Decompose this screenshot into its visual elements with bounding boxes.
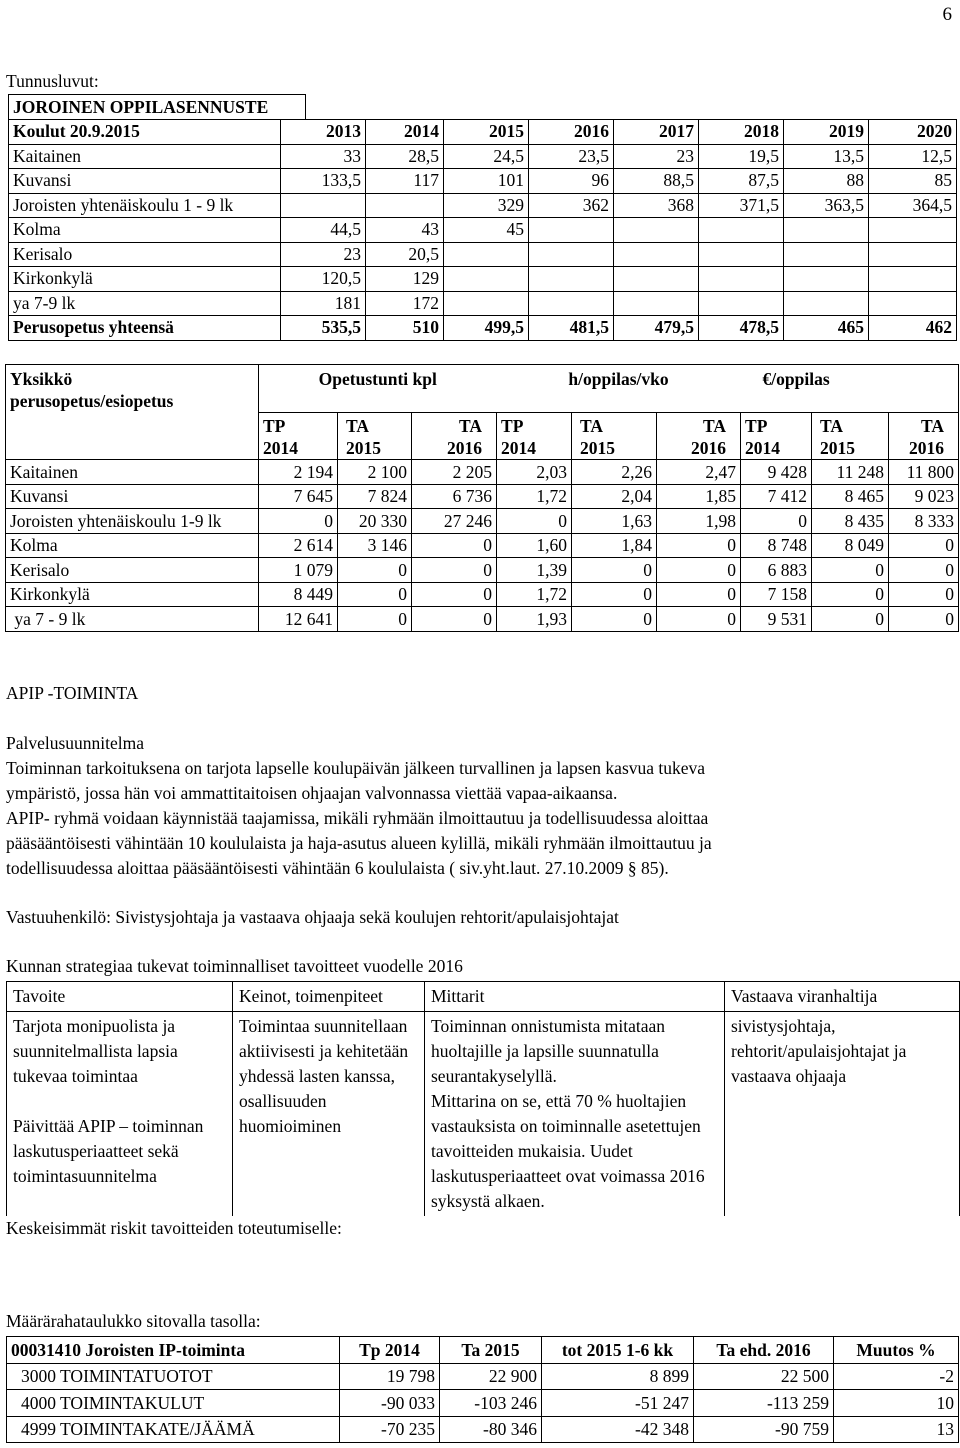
units-subheader-cell (572, 413, 657, 460)
total-cell: 465 (784, 316, 869, 341)
table-row (9, 169, 957, 194)
forecast-header-row (9, 120, 957, 145)
table-cell: 0 (338, 582, 412, 607)
subheader-year: 2015 (820, 438, 856, 458)
group-h-oppilas: h/oppilas/vko (497, 365, 741, 413)
table-cell: 1,60 (497, 533, 572, 558)
table-cell (869, 242, 957, 267)
table-cell: 13,5 (784, 144, 869, 169)
table-cell (366, 193, 444, 218)
table-cell: 2,47 (657, 460, 741, 485)
table-cell: 23 (614, 144, 699, 169)
row-label: ya 7-9 lk (9, 291, 281, 316)
table-cell: 6 883 (741, 558, 812, 583)
table-cell: -2 (834, 1363, 959, 1390)
group-opetustunti: Opetustunti kpl (259, 365, 497, 413)
subheader-type: TA (580, 416, 604, 436)
subheader-type: TP (263, 416, 286, 436)
row-label: Kirkonkylä (9, 267, 281, 292)
subheader-type: TA (703, 416, 727, 436)
budget-header-cell: Ta 2015 (440, 1337, 542, 1364)
page-heading: Tunnusluvut: (6, 71, 99, 91)
table-cell: 23,5 (529, 144, 614, 169)
table-cell: 87,5 (699, 169, 784, 194)
table-cell: 85 (869, 169, 957, 194)
subheader-year: 2014 (263, 438, 298, 458)
table-cell (444, 242, 529, 267)
table-cell: 1,93 (497, 607, 572, 632)
unit-col-header (6, 365, 259, 460)
row-label: Kaitainen (9, 144, 281, 169)
units-subheader-cell (338, 413, 412, 460)
table-cell: 0 (889, 558, 959, 583)
table-cell: 43 (366, 218, 444, 243)
table-cell: 0 (497, 509, 572, 534)
table-row (6, 484, 959, 509)
table-cell: 172 (366, 291, 444, 316)
responsible-text: Vastuuhenkilö: Sivistysjohtaja ja vastaava ohjaaja sekä koulujen rehtorit/apulaisjohtajat (6, 907, 619, 927)
units-subheader-cell (741, 413, 812, 460)
table-cell (444, 291, 529, 316)
unit-label-2: perusopetus/esiopetus (10, 391, 174, 411)
table-cell: 0 (741, 509, 812, 534)
table-cell: 19 798 (340, 1363, 440, 1390)
goal-1: Tarjota monipuolista ja suunnitelmallista lapsia tukevaa toimintaa (13, 1016, 178, 1086)
table-cell (784, 242, 869, 267)
table-cell: 0 (412, 558, 497, 583)
total-cell: 499,5 (444, 316, 529, 341)
table-cell (614, 218, 699, 243)
goals-section (6, 981, 960, 1241)
total-cell: 535,5 (281, 316, 366, 341)
table-cell: -70 235 (340, 1416, 440, 1443)
units-section (5, 364, 959, 632)
table-cell (444, 267, 529, 292)
table-cell (614, 267, 699, 292)
table-cell: 0 (812, 607, 889, 632)
table-cell: 9 428 (741, 460, 812, 485)
table-cell: 2,26 (572, 460, 657, 485)
table-cell: 24,5 (444, 144, 529, 169)
table-cell: 33 (281, 144, 366, 169)
table-cell: 88,5 (614, 169, 699, 194)
table-cell: 7 412 (741, 484, 812, 509)
subheader-year: 2016 (909, 438, 945, 458)
table-cell: -80 346 (440, 1416, 542, 1443)
row-label: 3000 TOIMINTATUOTOT (7, 1363, 340, 1390)
table-cell: 2 205 (412, 460, 497, 485)
subheader-type: TA (459, 416, 483, 436)
table-cell: 0 (338, 558, 412, 583)
table-cell: 362 (529, 193, 614, 218)
total-cell: 462 (869, 316, 957, 341)
table-row (6, 533, 959, 558)
table-cell: 368 (614, 193, 699, 218)
subheader-type: TA (346, 416, 370, 436)
budget-header-cell: tot 2015 1-6 kk (542, 1337, 694, 1364)
apip-text-line: pääsääntöisesti vähintään 10 koululaista ja haja-asutus alueen kylillä, mikäli ryhmään ilmoittautuu ja (6, 833, 712, 853)
table-cell: 0 (812, 558, 889, 583)
table-cell: 1,72 (497, 582, 572, 607)
subheader-type: TP (745, 416, 768, 436)
apip-title: APIP -TOIMINTA (6, 683, 139, 703)
table-cell: 0 (657, 558, 741, 583)
table-cell: 8 748 (741, 533, 812, 558)
table-row (6, 509, 959, 534)
table-cell: 329 (444, 193, 529, 218)
table-cell: 0 (259, 509, 338, 534)
forecast-header-cell: 2014 (366, 120, 444, 145)
apip-text (6, 731, 956, 881)
table-cell: 0 (657, 533, 741, 558)
strategy-title: Kunnan strategiaa tukevat toiminnalliset tavoitteet vuodelle 2016 (6, 956, 463, 976)
units-subheader-cell (889, 413, 959, 460)
table-cell (869, 267, 957, 292)
table-cell: 2 194 (259, 460, 338, 485)
table-cell (784, 218, 869, 243)
table-row (9, 218, 957, 243)
page-number: 6 (942, 4, 952, 25)
table-cell: 7 645 (259, 484, 338, 509)
subheader-year: 2015 (346, 438, 381, 458)
table-cell: 129 (366, 267, 444, 292)
group-eur-oppilas: €/oppilas (741, 365, 959, 413)
table-cell: 0 (572, 582, 657, 607)
table-cell: 0 (338, 607, 412, 632)
table-cell: 9 531 (741, 607, 812, 632)
table-cell: 9 023 (889, 484, 959, 509)
total-cell: 510 (366, 316, 444, 341)
table-cell: 20 330 (338, 509, 412, 534)
total-cell: 479,5 (614, 316, 699, 341)
table-cell: 13 (834, 1416, 959, 1443)
table-cell: 20,5 (366, 242, 444, 267)
table-cell: 11 248 (812, 460, 889, 485)
table-cell (869, 291, 957, 316)
row-label: Kerisalo (9, 242, 281, 267)
apip-text-line: Toiminnan tarkoituksena on tarjota lapselle koulupäivän jälkeen turvallinen ja lapsen kasvua tukeva (6, 758, 706, 778)
table-cell: 8 049 (812, 533, 889, 558)
table-cell (784, 291, 869, 316)
table-cell: 0 (889, 582, 959, 607)
apip-text-line: ympäristö, jossa hän voi ammattitaitoisen ohjaajan valvonnassa viettää vapaa-aikaansa. (6, 783, 618, 803)
table-row (9, 193, 957, 218)
table-row (9, 144, 957, 169)
forecast-header-cell: 2015 (444, 120, 529, 145)
goals-cell-tavoite (7, 1012, 233, 1217)
forecast-header-cell: 2017 (614, 120, 699, 145)
table-row (6, 460, 959, 485)
risks-text: Keskeisimmät riskit tavoitteiden toteutumiselle: (6, 1218, 342, 1238)
row-label: Kirkonkylä (6, 582, 259, 607)
apip-section (6, 681, 956, 979)
table-cell: 8 449 (259, 582, 338, 607)
mittari-1: Toiminnan onnistumista mitataan huoltajille ja lapsille suunnatulla seurantakyselyllä. (431, 1016, 666, 1086)
apip-text-line: todellisuudessa aloittaa pääsääntöisesti vähintään 6 koululaista ( siv.yht.laut. 27.10.2009 § 85). (6, 858, 669, 878)
table-cell (529, 267, 614, 292)
goals-header-keinot: Keinot, toimenpiteet (233, 982, 425, 1012)
table-cell: 101 (444, 169, 529, 194)
table-cell: 27 246 (412, 509, 497, 534)
table-row (7, 1363, 959, 1390)
table-cell: 0 (889, 607, 959, 632)
budget-header-cell: Ta ehd. 2016 (694, 1337, 834, 1364)
table-cell: 8 465 (812, 484, 889, 509)
table-cell: 23 (281, 242, 366, 267)
budget-header-cell: 00031410 Joroisten IP-toiminta (7, 1337, 340, 1364)
forecast-header-cell: 2016 (529, 120, 614, 145)
table-cell: 181 (281, 291, 366, 316)
table-cell (529, 218, 614, 243)
table-cell: 3 146 (338, 533, 412, 558)
table-cell: 1 079 (259, 558, 338, 583)
table-cell: 0 (657, 607, 741, 632)
forecast-section (8, 94, 956, 341)
table-cell: 120,5 (281, 267, 366, 292)
table-cell: -90 759 (694, 1416, 834, 1443)
units-subheader-cell (412, 413, 497, 460)
budget-table (6, 1336, 959, 1443)
mittari-2: Mittarina on se, että 70 % huoltajien vastauksista on toiminnalle asetettujen tavoitteiden mukaisia. Uudet laskutusperiaatteet ovat voimassa 2016 syksystä alkaen. (431, 1091, 705, 1211)
table-cell: -113 259 (694, 1390, 834, 1417)
row-label: Kuvansi (6, 484, 259, 509)
table-cell: 0 (812, 582, 889, 607)
total-cell: 478,5 (699, 316, 784, 341)
table-cell: 133,5 (281, 169, 366, 194)
table-cell: 371,5 (699, 193, 784, 218)
table-cell: 1,39 (497, 558, 572, 583)
table-cell (784, 267, 869, 292)
units-subheader-cell (812, 413, 889, 460)
table-row (6, 582, 959, 607)
subheader-year: 2014 (501, 438, 537, 458)
row-label: Joroisten yhtenäiskoulu 1 - 9 lk (9, 193, 281, 218)
table-cell: 2 100 (338, 460, 412, 485)
table-cell: 364,5 (869, 193, 957, 218)
row-label: Kerisalo (6, 558, 259, 583)
table-cell (529, 291, 614, 316)
table-cell: 44,5 (281, 218, 366, 243)
forecast-table (8, 119, 957, 341)
apip-text-line: APIP- ryhmä voidaan käynnistää taajamissa, mikäli ryhmään ilmoittautuu ja todellisuudessa aloittaa (6, 808, 709, 828)
row-label: 4999 TOIMINTAKATE/JÄÄMÄ (7, 1416, 340, 1443)
table-cell: 8 435 (812, 509, 889, 534)
table-cell: 117 (366, 169, 444, 194)
units-subheader-cell (657, 413, 741, 460)
table-cell: 22 900 (440, 1363, 542, 1390)
table-cell: 19,5 (699, 144, 784, 169)
budget-header-cell: Tp 2014 (340, 1337, 440, 1364)
table-cell: 2,04 (572, 484, 657, 509)
forecast-title: JOROINEN OPPILASENNUSTE (8, 94, 306, 119)
forecast-header-cell: 2019 (784, 120, 869, 145)
table-row (7, 1416, 959, 1443)
apip-subtitle: Palvelusuunnitelma (6, 733, 145, 753)
table-cell: 8 899 (542, 1363, 694, 1390)
table-cell: -42 348 (542, 1416, 694, 1443)
table-row (6, 607, 959, 632)
total-label: Perusopetus yhteensä (9, 316, 281, 341)
goals-header-tavoite: Tavoite (7, 982, 233, 1012)
total-cell: 481,5 (529, 316, 614, 341)
table-cell (699, 291, 784, 316)
table-cell: 363,5 (784, 193, 869, 218)
goals-cell-keinot: Toimintaa suunnitellaan aktiivisesti ja kehitetään yhdessä lasten kanssa, osallisuuden huomioiminen (233, 1012, 425, 1217)
units-table (5, 364, 959, 632)
table-cell (281, 193, 366, 218)
table-cell: 88 (784, 169, 869, 194)
units-subheader-cell (497, 413, 572, 460)
subheader-year: 2015 (580, 438, 616, 458)
forecast-header-cell: 2013 (281, 120, 366, 145)
table-cell: 11 800 (889, 460, 959, 485)
table-cell (529, 242, 614, 267)
table-cell: 22 500 (694, 1363, 834, 1390)
row-label: Kolma (9, 218, 281, 243)
table-cell (614, 242, 699, 267)
subheader-type: TP (501, 416, 524, 436)
forecast-header-cell: Koulut 20.9.2015 (9, 120, 281, 145)
table-cell: 12,5 (869, 144, 957, 169)
budget-header-cell: Muutos % (834, 1337, 959, 1364)
table-cell: -90 033 (340, 1390, 440, 1417)
budget-header-row (7, 1337, 959, 1364)
table-cell (614, 291, 699, 316)
table-row (9, 267, 957, 292)
table-row (7, 1390, 959, 1417)
table-row (9, 291, 957, 316)
table-cell: 45 (444, 218, 529, 243)
goals-header-mittarit: Mittarit (425, 982, 725, 1012)
table-cell: 0 (657, 582, 741, 607)
table-cell: 96 (529, 169, 614, 194)
goals-cell-vastaava: sivistysjohtaja, rehtorit/apulaisjohtajat ja vastaava ohjaaja (725, 1012, 960, 1217)
units-subheader-cell (259, 413, 338, 460)
table-row (6, 558, 959, 583)
table-cell: 6 736 (412, 484, 497, 509)
row-label: 4000 TOIMINTAKULUT (7, 1390, 340, 1417)
table-cell (699, 267, 784, 292)
forecast-total-row (9, 316, 957, 341)
table-cell: 1,84 (572, 533, 657, 558)
goal-2: Päivittää APIP – toiminnan laskutusperiaatteet sekä toimintasuunnitelma (13, 1116, 204, 1186)
goals-cell-mittarit (425, 1012, 725, 1217)
table-cell: 2 614 (259, 533, 338, 558)
table-cell (699, 218, 784, 243)
table-cell: 0 (572, 558, 657, 583)
table-cell: 0 (412, 533, 497, 558)
subheader-year: 2016 (691, 438, 727, 458)
table-cell: -103 246 (440, 1390, 542, 1417)
row-label: ya 7 - 9 lk (6, 607, 259, 632)
row-label: Kolma (6, 533, 259, 558)
budget-section (6, 1309, 959, 1443)
table-cell: 0 (889, 533, 959, 558)
subheader-year: 2016 (447, 438, 483, 458)
table-cell: 10 (834, 1390, 959, 1417)
table-cell: 0 (412, 582, 497, 607)
table-cell: 7 158 (741, 582, 812, 607)
table-cell: 8 333 (889, 509, 959, 534)
table-cell: 1,72 (497, 484, 572, 509)
row-label: Joroisten yhtenäiskoulu 1-9 lk (6, 509, 259, 534)
table-row (9, 242, 957, 267)
table-cell: 0 (572, 607, 657, 632)
table-cell: 0 (412, 607, 497, 632)
table-cell: 2,03 (497, 460, 572, 485)
table-cell: -51 247 (542, 1390, 694, 1417)
row-label: Kuvansi (9, 169, 281, 194)
forecast-header-cell: 2018 (699, 120, 784, 145)
goals-header-vastaava: Vastaava viranhaltija (725, 982, 960, 1012)
goals-table (6, 981, 960, 1216)
table-cell: 7 824 (338, 484, 412, 509)
subheader-year: 2014 (745, 438, 781, 458)
subheader-type: TA (921, 416, 945, 436)
row-label: Kaitainen (6, 460, 259, 485)
table-cell (869, 218, 957, 243)
budget-title: Määrärahataulukko sitovalla tasolla: (6, 1311, 261, 1331)
table-cell: 12 641 (259, 607, 338, 632)
forecast-header-cell: 2020 (869, 120, 957, 145)
table-cell: 1,98 (657, 509, 741, 534)
subheader-type: TA (820, 416, 844, 436)
table-cell: 28,5 (366, 144, 444, 169)
table-cell: 1,85 (657, 484, 741, 509)
table-cell (699, 242, 784, 267)
unit-label-1: Yksikkö (10, 369, 73, 389)
table-cell: 1,63 (572, 509, 657, 534)
